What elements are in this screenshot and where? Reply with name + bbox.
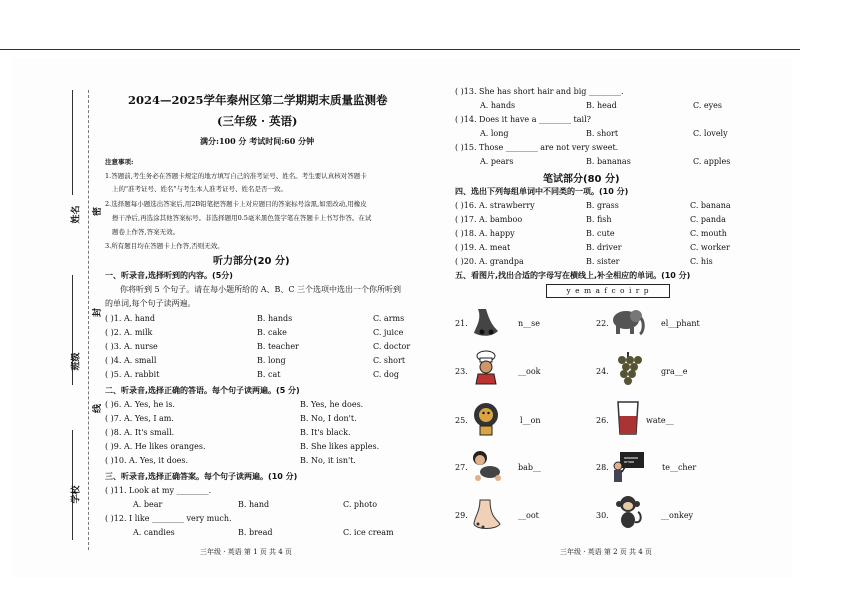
question-option: B. hand: [238, 500, 270, 509]
exam-title: 2024—2025学年秦州区第二学期期末质量监测卷: [128, 93, 388, 107]
word-blank: l__on: [520, 416, 541, 425]
question-option: C. juice: [373, 328, 404, 337]
question-option: ( )4. A. small: [105, 356, 157, 365]
question-option: B. long: [257, 356, 286, 365]
question-option: A. long: [480, 129, 509, 138]
question-option: ( )1. A. hand: [105, 314, 156, 323]
question-option: B. grass: [586, 201, 619, 210]
school-label: 学校: [71, 485, 82, 504]
notice-line: 3.所有题目均在答题卡上作答,否则无效。: [105, 242, 224, 250]
class-label: 班级: [71, 352, 82, 371]
word-blank: __oot: [518, 511, 539, 520]
item-number: 28.: [596, 463, 609, 472]
item-number: 26.: [596, 416, 609, 425]
section-2-title: 二、听录音,选择正确的答语。每个句子读两遍。(5 分): [105, 386, 300, 395]
elephant-icon: [610, 304, 646, 340]
word-blank: __ook: [518, 367, 541, 376]
question-stem: ( )12. I like ________ very much.: [105, 514, 232, 523]
item-number: 30.: [596, 511, 609, 520]
question-option: C. photo: [343, 500, 378, 509]
name-label: 姓名: [71, 205, 82, 224]
grape-icon: [610, 350, 646, 386]
notice-line: 上的"准考证号、姓名"与考生本人准考证号、姓名是否一致。: [112, 185, 287, 193]
question-option: C. lovely: [693, 129, 728, 138]
question-option: ( )3. A. nurse: [105, 342, 158, 351]
question-stem: ( )15. Those ________ are not very sweet.: [455, 143, 619, 152]
letter-bank: y e m a f c o i r p: [546, 284, 670, 298]
monkey-icon: [610, 494, 646, 530]
nose-icon: [468, 305, 504, 341]
word-blank: wate__: [646, 416, 674, 425]
word-blank: __onkey: [661, 511, 694, 520]
question-option: B. fish: [586, 215, 612, 224]
question-option: ( )16. A. strawberry: [455, 201, 535, 210]
item-number: 24.: [596, 367, 609, 376]
question-option: B. cake: [257, 328, 287, 337]
question-option: B. driver: [586, 243, 622, 252]
score-info: 满分:100 分 考试时间:60 分钟: [200, 136, 315, 146]
notice-line: 2.选择题每小题选出答案后,用2B铅笔把答题卡上对应题目的答案标号涂黑,如需改动,用橡皮: [105, 200, 367, 208]
teacher-icon: [610, 448, 646, 484]
question-stem: ( )11. Look at my ________.: [105, 486, 212, 495]
word-blank: n__se: [518, 319, 540, 328]
question-option: B. It's black.: [300, 428, 351, 437]
section-1-desc: 你将听到 5 个句子。请在每小题所给的 A、B、C 三个选项中选出一个你所听到: [120, 285, 402, 294]
question-option: C. short: [373, 356, 406, 365]
baby-icon: [468, 448, 504, 484]
question-option: B. hands: [257, 314, 293, 323]
question-option: B. bread: [238, 528, 273, 537]
section-4-title: 四、选出下列每组单词中不同类的一项。(10 分): [455, 187, 629, 196]
cook-icon: [468, 350, 504, 386]
question-option: B. cute: [586, 229, 615, 238]
notice-heading: 注意事项:: [105, 158, 134, 166]
question-option: ( )8. A. It's small.: [105, 428, 175, 437]
question-option: B. cat: [257, 370, 281, 379]
word-blank: bab__: [518, 463, 542, 472]
written-part-title: 笔试部分(80 分): [543, 174, 620, 185]
section-3-title: 三、听录音,选择正确答案。每个句子读两遍。(10 分): [105, 472, 298, 481]
question-option: ( )7. A. Yes, I am.: [105, 414, 174, 423]
seal-char-mi: 密: [93, 206, 104, 217]
question-option: B. short: [586, 129, 619, 138]
footer-left: 三年级 · 英语 第 1 页 共 4 页: [200, 548, 292, 556]
item-number: 22.: [596, 319, 609, 328]
question-option: C. arms: [373, 314, 405, 323]
question-option: C. panda: [690, 215, 726, 224]
question-option: C. worker: [690, 243, 730, 252]
item-number: 23.: [455, 367, 468, 376]
section-5-title: 五、看图片,找出合适的字母写在横线上,补全相应的单词。(10 分): [455, 271, 691, 280]
notice-line: 题卷上作答,答案无效。: [112, 228, 180, 236]
section-1-desc: 的单词,每个句子读两遍。: [105, 299, 196, 308]
question-stem: ( )13. She has short hair and big ________.: [455, 87, 624, 96]
question-option: ( )18. A. happy: [455, 229, 515, 238]
question-option: A. candies: [133, 528, 175, 537]
item-number: 27.: [455, 463, 468, 472]
question-option: C. banana: [690, 201, 731, 210]
top-rule: [0, 49, 800, 50]
question-option: ( )20. A. grandpa: [455, 257, 524, 266]
question-option: B. No, I don't.: [300, 414, 357, 423]
listening-part-title: 听力部分(20 分): [213, 256, 290, 267]
question-option: ( )5. A. rabbit: [105, 370, 160, 379]
question-option: A. pears: [480, 157, 514, 166]
question-option: ( )19. A. meat: [455, 243, 511, 252]
question-option: A. hands: [480, 101, 516, 110]
question-option: C. his: [690, 257, 713, 266]
question-option: B. sister: [586, 257, 620, 266]
item-number: 25.: [455, 416, 468, 425]
question-option: B. teacher: [257, 342, 299, 351]
question-option: C. apples: [693, 157, 731, 166]
question-option: B. No, it isn't.: [300, 456, 356, 465]
seal-char-xian: 线: [93, 403, 104, 414]
notice-line: 1.答题前,考生务必在答题卡规定的地方填写自己的准考证号、姓名。考生要认真核对答题卡: [105, 172, 367, 180]
question-option: C. doctor: [373, 342, 411, 351]
question-option: ( )2. A. milk: [105, 328, 153, 337]
word-blank: gra__e: [661, 367, 688, 376]
word-blank: te__cher: [662, 463, 697, 472]
question-option: ( )17. A. bamboo: [455, 215, 523, 224]
lion-icon: [468, 400, 504, 436]
question-option: B. Yes, he does.: [300, 400, 364, 409]
notice-line: 擦干净后,再选涂其他答案标号。非选择题用0.5毫米黑色签字笔在答题卡上书写作答。在试: [112, 214, 372, 222]
question-option: ( )6. A. Yes, he is.: [105, 400, 175, 409]
question-option: B. She likes apples.: [300, 442, 380, 451]
question-option: ( )10. A. Yes, it does.: [105, 456, 189, 465]
question-option: C. mouth: [690, 229, 727, 238]
question-option: B. bananas: [586, 157, 631, 166]
question-option: A. bear: [133, 500, 163, 509]
word-blank: el__phant: [661, 319, 700, 328]
section-1-title: 一、听录音,选择听到的内容。(5分): [105, 271, 233, 280]
item-number: 29.: [455, 511, 468, 520]
question-option: B. head: [586, 101, 617, 110]
question-stem: ( )14. Does it have a ________ tail?: [455, 115, 591, 124]
foot-icon: [468, 496, 504, 532]
question-option: C. dog: [373, 370, 399, 379]
exam-subtitle: (三年级 · 英语): [217, 114, 298, 128]
footer-right: 三年级 · 英语 第 2 页 共 4 页: [560, 548, 652, 556]
question-option: C. eyes: [693, 101, 723, 110]
seal-line: [88, 90, 89, 550]
water-glass-icon: [610, 400, 646, 436]
seal-char-feng: 封: [93, 307, 104, 318]
item-number: 21.: [455, 319, 468, 328]
question-option: C. ice cream: [343, 528, 394, 537]
question-option: ( )9. A. He likes oranges.: [105, 442, 206, 451]
name-underline: [72, 90, 73, 195]
